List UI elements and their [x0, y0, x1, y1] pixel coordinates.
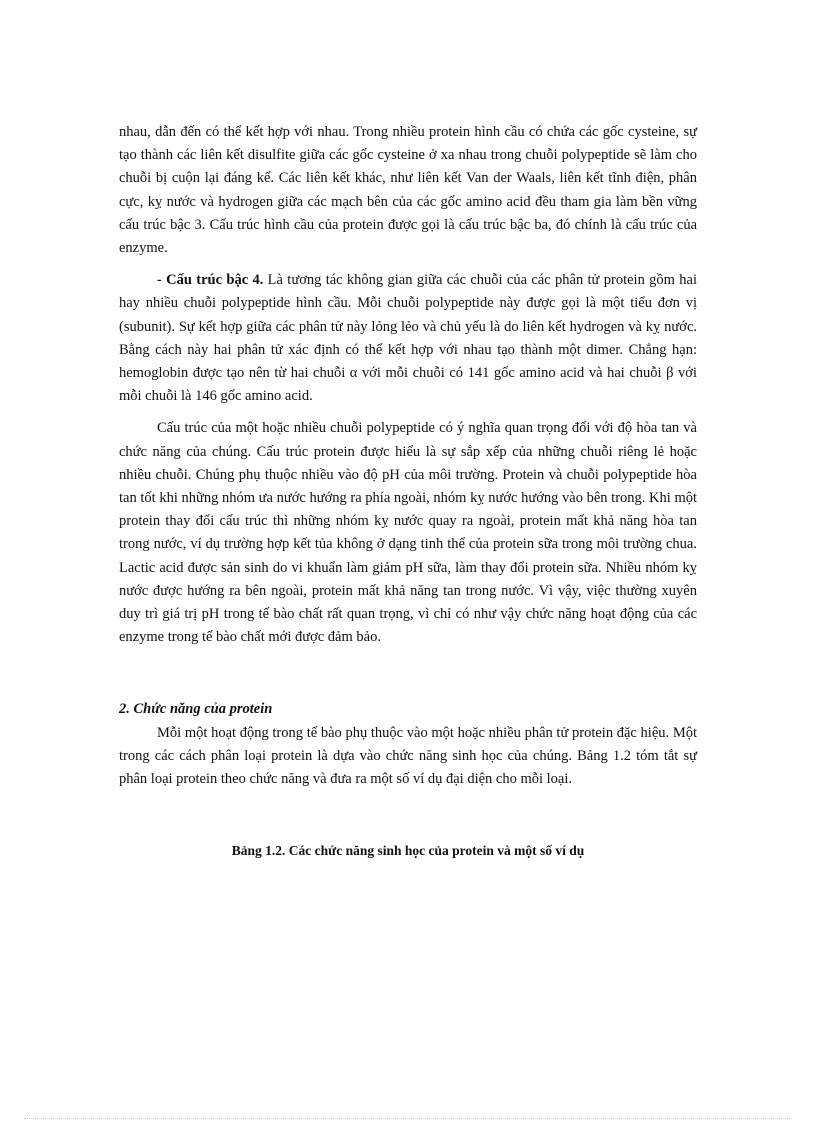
- page-content: [119, 121, 697, 862]
- page-bottom-divider: [24, 1118, 792, 1119]
- table-caption: Bảng 1.2. Các chức năng sinh học của protein và một số ví dụ: [231, 843, 585, 859]
- quaternary-structure-body: Là tương tác không gian giữa các chuỗi của các phân tử protein gồm hai hay nhiều chuỗi polypeptide hình cầu. Mỗi chuỗi polypeptide này được gọi là một tiểu đơn vị (subunit). Sự kết hợp giữa các phân tử này lỏng lẻo và chủ yếu là do liên kết hydrogen và kỵ nước. Bằng cách này hai phân tử xác định có thể kết hợp với nhau tạo thành một dimer. Chẳng hạn: hemoglobin được tạo nên từ hai chuỗi α với mỗi chuỗi có 141 gốc amino acid và hai chuỗi β với mỗi chuỗi là 146 gốc amino acid.: [119, 272, 697, 405]
- section-heading: 2. Chức năng của protein: [119, 701, 273, 718]
- paragraph-protein-function: Mỗi một hoạt động trong tế bào phụ thuộc vào một hoặc nhiều phân tử protein đặc hiệu. Một trong các cách phân loại protein là dựa vào chức năng sinh học của chúng. Bảng 1.2 tóm tắt sự phân loại protein theo chức năng và đưa ra một số ví dụ đại diện cho mỗi loại.: [119, 724, 697, 788]
- paragraph-quaternary-structure: [119, 269, 697, 408]
- quaternary-structure-lead: - Cấu trúc bậc 4.: [157, 272, 264, 289]
- paragraph-structure-solubility: Cấu trúc của một hoặc nhiều chuỗi polypeptide có ý nghĩa quan trọng đối với độ hòa tan và chức năng của chúng. Cấu trúc protein được hiểu là sự sắp xếp của những chuỗi riêng lẻ hoặc nhiều chuỗi. Chúng phụ thuộc nhiều vào độ pH của môi trường. Protein và chuỗi polypeptide hòa tan tốt khi những nhóm ưa nước hướng ra phía ngoài, nhóm kỵ nước hướng vào bên trong. Khi một protein thay đổi cấu trúc thì những nhóm kỵ nước quay ra ngoài, protein mất khả năng hòa tan trong nước, ví dụ trường hợp kết tủa không ở dạng tinh thể của protein sữa trong môi trường chua. Lactic acid được sản sinh do vi khuẩn làm giảm pH sữa, làm thay đổi protein sữa. Nhiều nhóm kỵ nước được hướng ra bên ngoài, protein mất khả năng tan trong nước. Vì vậy, việc thường xuyên duy trì giá trị pH trong tế bào chất rất quan trọng, vì chỉ có như vậy chức năng hoạt động của các enzyme trong tế bào chất mới được đảm bảo.: [119, 420, 697, 646]
- paragraph-tertiary-structure: nhau, dẫn đến có thể kết hợp với nhau. Trong nhiều protein hình cầu có chứa các gốc cysteine, sự tạo thành các liên kết disulfite giữa các gốc cysteine ở xa nhau trong chuỗi polypeptide sẽ làm cho chuỗi bị cuộn lại đáng kể. Các liên kết khác, như liên kết Van der Waals, liên kết tĩnh điện, phân cực, kỵ nước và hydrogen giữa các mạch bên của các gốc amino acid đều tham gia làm bền vững cấu trúc bậc 3. Cấu trúc hình cầu của protein được gọi là cấu trúc bậc ba, đó chính là cấu trúc của enzyme.: [119, 124, 697, 257]
